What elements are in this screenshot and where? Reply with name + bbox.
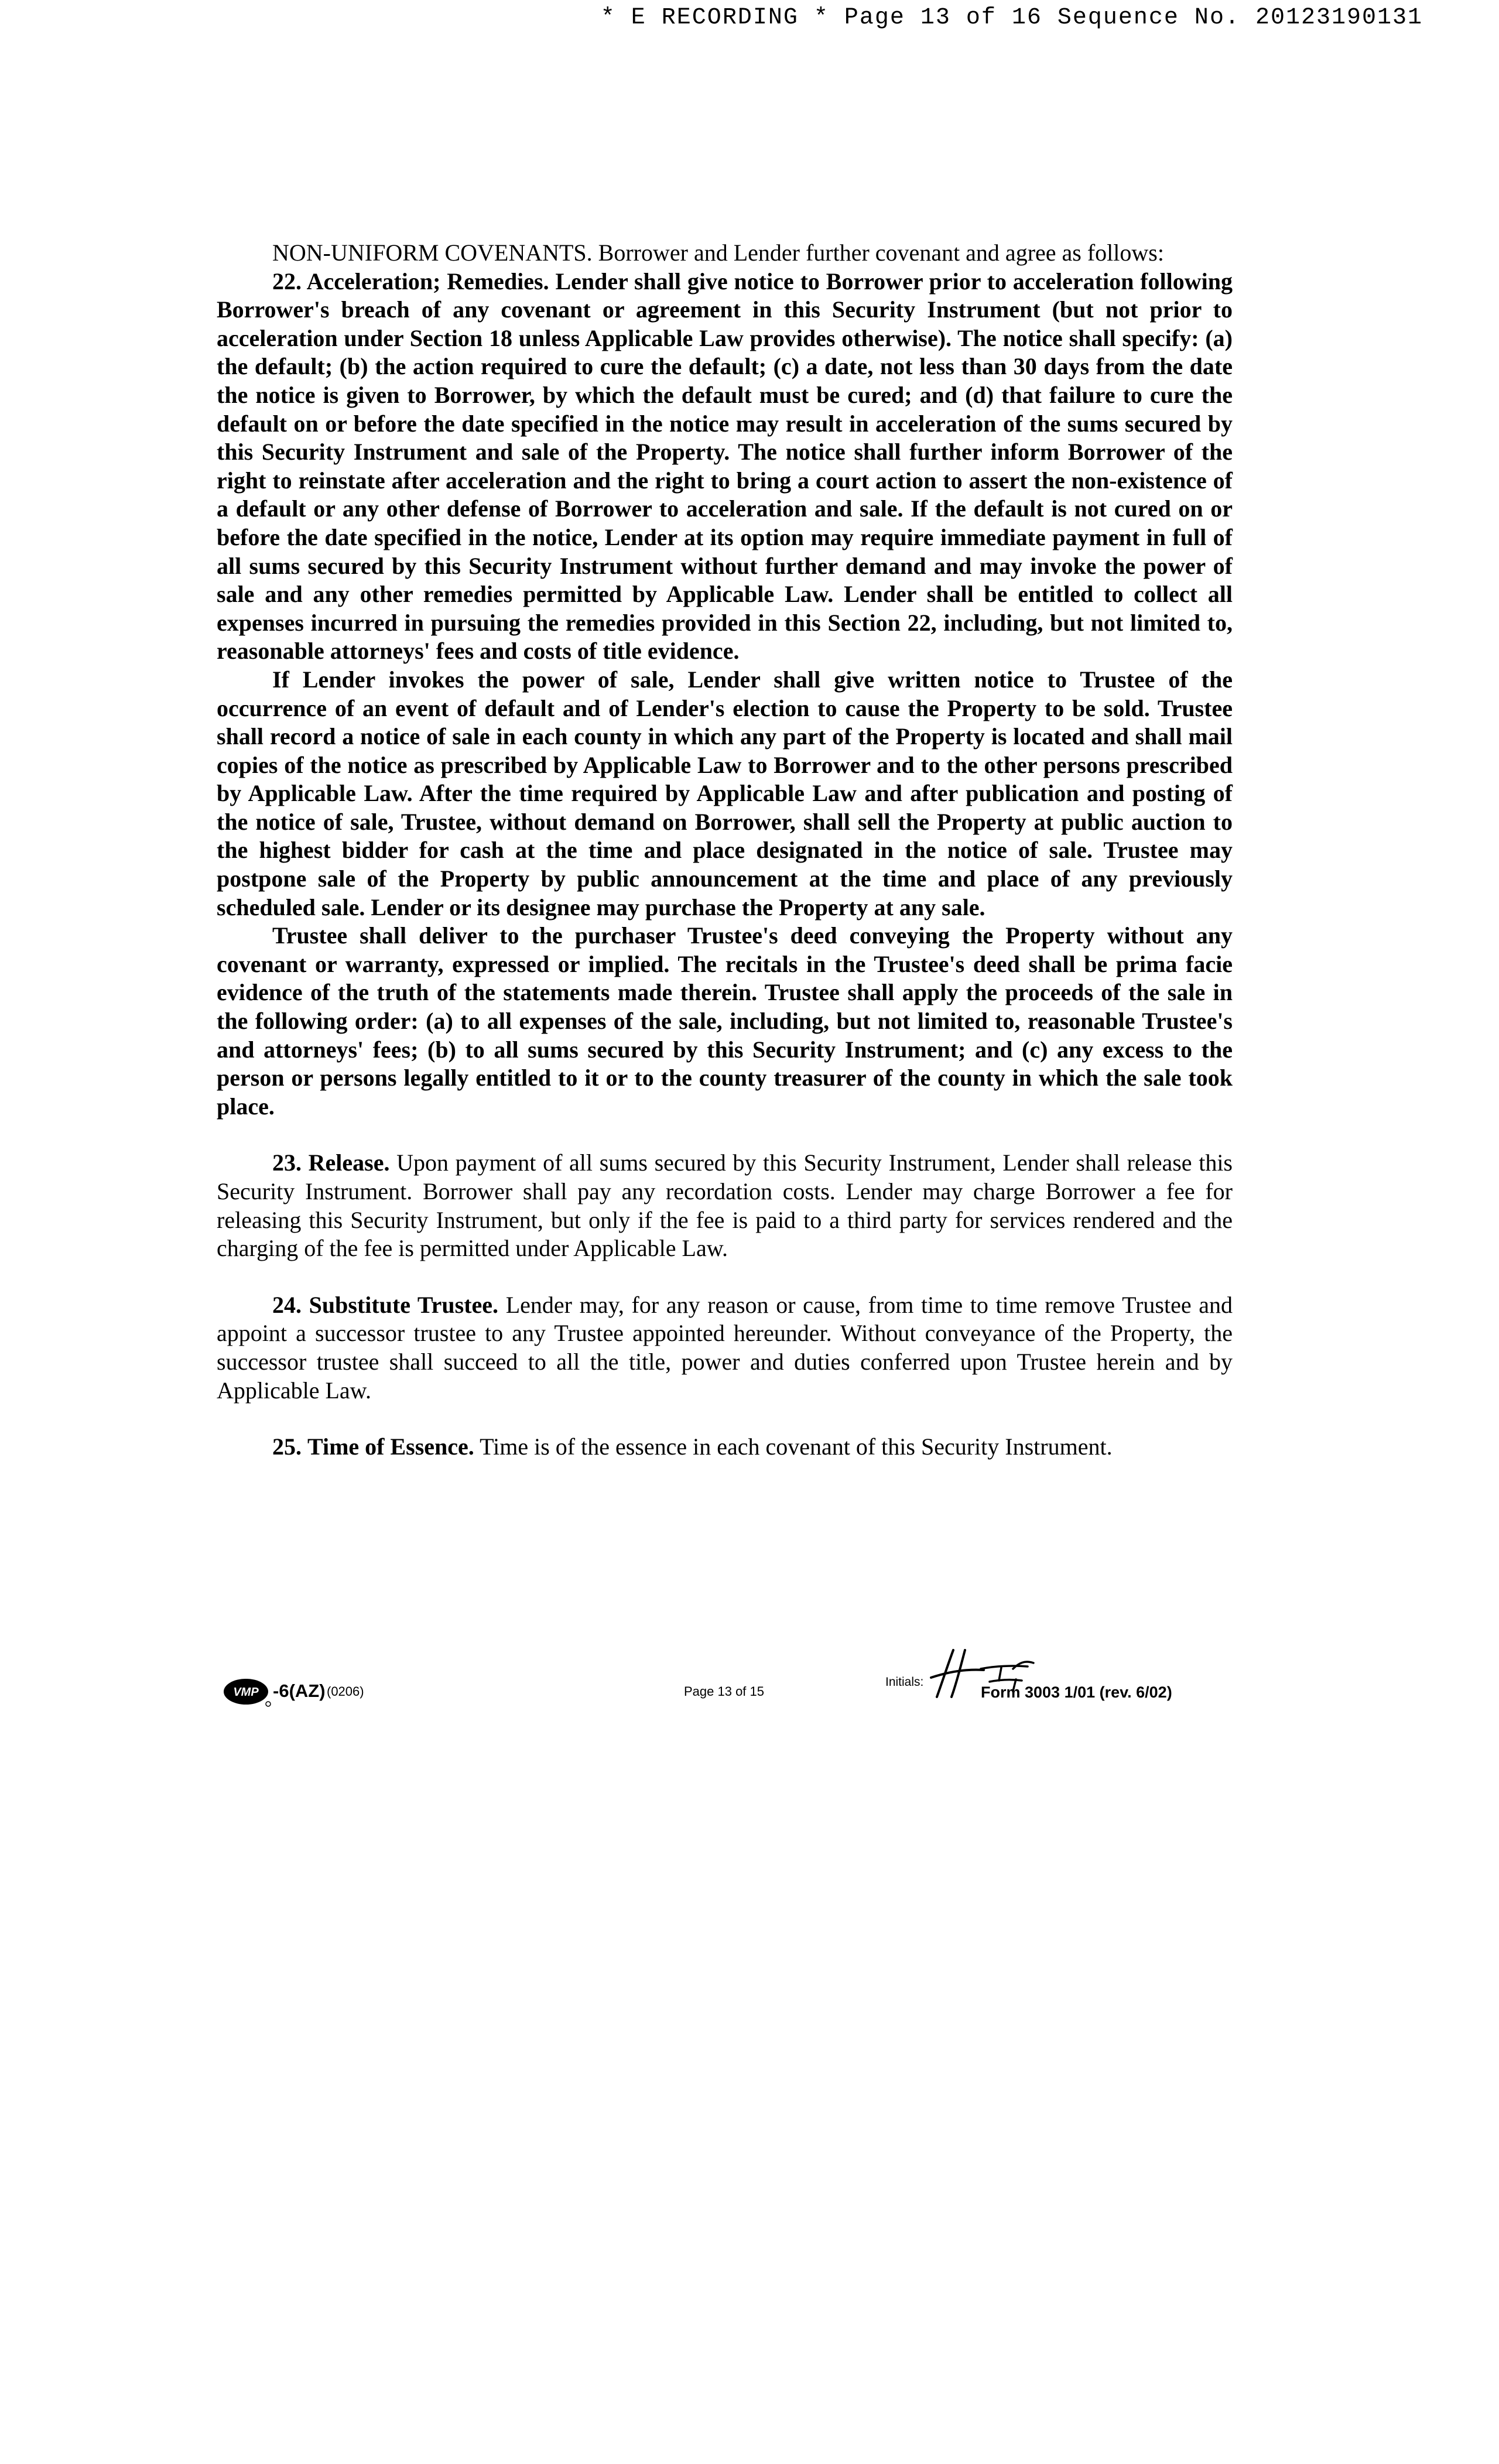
section-23-text: Upon payment of all sums secured by this Security Instrument, Lender shall release this Security Instrument. Borrower shall pay any recordation costs. Lender may charge Borrower a fee for releasing this Security Instrument, but only if the fee is paid to a third party for services rendered and the charging of the fee is permitted under Applicable Law. (217, 1149, 1233, 1262)
vmp-logo-icon (223, 1678, 272, 1707)
form-id: -6(AZ) (273, 1681, 326, 1701)
recording-header: * E RECORDING * Page 13 of 16 Sequence No. 20123190131 (600, 5, 1423, 31)
section-24-text: Lender may, for any reason or cause, from time to time remove Trustee and appoint a successor trustee to any Trustee appointed hereunder. Without conveyance of the Property, the successor trustee shall succeed to all the title, power and duties conferred upon Trustee herein and by Applicable Law. (217, 1291, 1233, 1404)
section-22-paragraph-3: Trustee shall deliver to the purchaser Trustee's deed conveying the Property without any covenant or warranty, expressed or implied. The recitals in the Trustee's deed shall be prima facie evidence of the truth of the statements made therein. Trustee shall apply the proceeds of the sale in the following order: (a) to all expenses of the sale, including, but not limited to, reasonable Trustee's and attorneys' fees; (b) to all sums secured by this Security Instrument; and (c) any excess to the person or persons legally entitled to it or to the county treasurer of the county in which the sale took place. (217, 922, 1233, 1120)
section-22-paragraph-2: If Lender invokes the power of sale, Lender shall give written notice to Trustee of the occurrence of an event of default and of Lender's election to cause the Property to be sold. Trustee shall record a notice of sale in each county in which any part of the Property is located and shall mail copies of the notice as prescribed by Applicable Law to Borrower and to the other persons prescribed by Applicable Law. After the time required by Applicable Law and after publication and posting of the notice of sale, Trustee, without demand on Borrower, shall sell the Property at public auction to the highest bidder for cash at the time and place designated in the notice of sale. Trustee may postpone sale of the Property by public announcement at the time and place of any previously scheduled sale. Lender or its designee may purchase the Property at any sale. (217, 666, 1233, 920)
section-25-text: Time is of the essence in each covenant of this Security Instrument. (480, 1433, 1113, 1460)
page-footer (0, 1672, 1499, 1736)
section-24-paragraph (217, 1291, 1233, 1405)
section-25-number: 25. (272, 1433, 302, 1460)
form-id-date: (0206) (327, 1684, 364, 1699)
section-23-title: Release. (308, 1149, 390, 1176)
section-25-paragraph (217, 1433, 1233, 1462)
document-body (217, 239, 1233, 1462)
initials-label: Initials: (885, 1675, 924, 1689)
section-22-paragraph-1 (217, 268, 1233, 666)
section-23-number: 23. (272, 1149, 302, 1176)
svg-text:VMP: VMP (233, 1686, 259, 1699)
page-number: Page 13 of 15 (684, 1684, 765, 1699)
covenants-intro: NON-UNIFORM COVENANTS. Borrower and Lender further covenant and agree as follows: (272, 239, 1164, 266)
section-24-number: 24. (272, 1291, 302, 1318)
section-23-paragraph (217, 1149, 1233, 1262)
form-number: Form 3003 1/01 (rev. 6/02) (981, 1683, 1172, 1701)
section-22-text-1: Lender shall give notice to Borrower prior to acceleration following Borrower's breach of any covenant or agreement in this Security Instrument (but not prior to acceleration under Section 18 unless Applicable Law provides otherwise). The notice shall specify: (a) the default; (b) the action required to cure the default; (c) a date, not less than 30 days from the date the notice is given to Borrower, by which the default must be cured; and (d) that failure to cure the default on or before the date specified in the notice may result in acceleration of the sums secured by this Security Instrument and sale of the Property. The notice shall further inform Borrower of the right to reinstate after acceleration and the right to bring a court action to assert the non-existence of a default or any other defense of Borrower to acceleration and sale. If the default is not cured on or before the date specified in the notice, Lender at its option may require immediate payment in full of all sums secured by this Security Instrument without further demand and may invoke the power of sale and any other remedies permitted by Applicable Law. Lender shall be entitled to collect all expenses incurred in pursuing the remedies provided in this Section 22, including, but not limited to, reasonable attorneys' fees and costs of title evidence. (217, 268, 1233, 665)
section-24-title: Substitute Trustee. (309, 1291, 499, 1318)
section-22-title: Acceleration; Remedies. (306, 268, 549, 295)
section-25-title: Time of Essence. (307, 1433, 474, 1460)
section-22-number: 22. (272, 268, 302, 295)
